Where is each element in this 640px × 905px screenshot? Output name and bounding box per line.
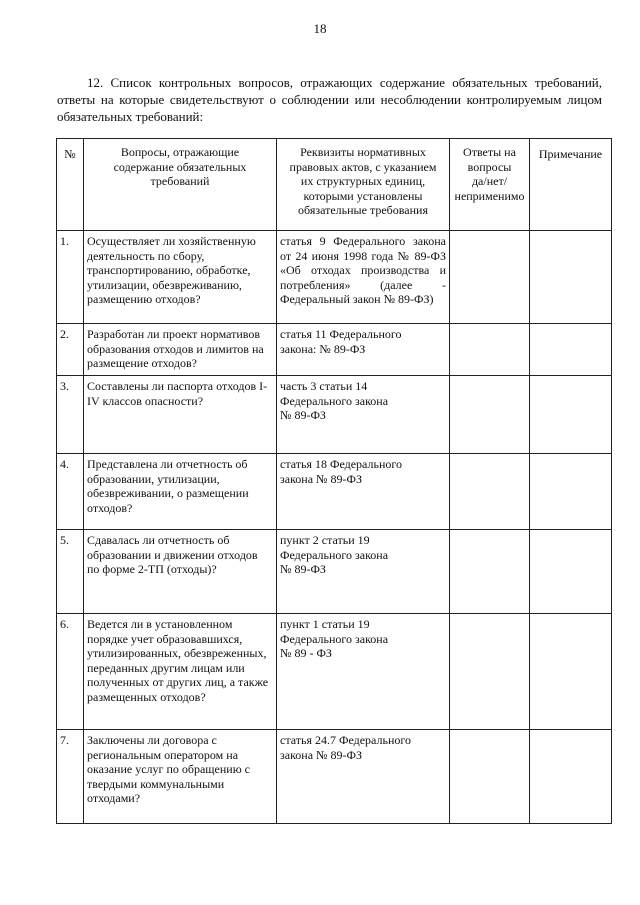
row-num: 1.	[57, 231, 84, 324]
row-answer-cell[interactable]	[450, 376, 530, 454]
row-reference: статья 18 Федерального закона № 89-ФЗ	[277, 454, 450, 530]
row-num: 2.	[57, 324, 84, 376]
header-answers: Ответы на вопросы да/нет/ неприменимо	[450, 139, 530, 231]
intro-paragraph: 12. Список контрольных вопросов, отражающих содержание обязательных требований, ответы на которые свидетельствуют о соблюдении или несоблюдении контролируемым лицом обязательных требований:	[57, 75, 602, 124]
row-reference: часть 3 статьи 14 Федерального закона № 89-ФЗ	[277, 376, 450, 454]
table-row	[57, 376, 612, 454]
row-reference: пункт 2 статьи 19 Федерального закона № 89-ФЗ	[277, 530, 450, 614]
row-note-cell[interactable]	[530, 324, 612, 376]
row-note-cell[interactable]	[530, 614, 612, 730]
table-row	[57, 454, 612, 530]
table-row	[57, 231, 612, 324]
row-question: Составлены ли паспорта отходов I-IV классов опасности?	[84, 376, 277, 454]
row-note-cell[interactable]	[530, 454, 612, 530]
row-num: 4.	[57, 454, 84, 530]
row-reference: статья 11 Федерального закона: № 89-ФЗ	[277, 324, 450, 376]
table-row	[57, 324, 612, 376]
row-note-cell[interactable]	[530, 231, 612, 324]
header-question: Вопросы, отражающие содержание обязательных требований	[84, 139, 277, 231]
header-reference: Реквизиты нормативных правовых актов, с указанием их структурных единиц, которыми установлены обязательные требования	[277, 139, 450, 231]
row-num: 6.	[57, 614, 84, 730]
row-note-cell[interactable]	[530, 530, 612, 614]
header-num: №	[57, 139, 84, 231]
row-question: Ведется ли в установленном порядке учет образовавшихся, утилизированных, обезвреженных, переданных другим лицам или полученных от других лиц, а также размещенных отходов?	[84, 614, 277, 730]
row-reference: статья 24.7 Федерального закона № 89-ФЗ	[277, 730, 450, 824]
row-note-cell[interactable]	[530, 730, 612, 824]
row-question: Осуществляет ли хозяйственную деятельность по сбору, транспортированию, обработке, утилизации, обезвреживанию, размещению отходов?	[84, 231, 277, 324]
table-row	[57, 614, 612, 730]
table-row	[57, 530, 612, 614]
row-question: Представлена ли отчетность об образовании, утилизации, обезвреживании, о размещении отходов?	[84, 454, 277, 530]
row-answer-cell[interactable]	[450, 614, 530, 730]
row-num: 5.	[57, 530, 84, 614]
row-question: Заключены ли договора с региональным оператором на оказание услуг по обращению с твердыми коммунальными отходами?	[84, 730, 277, 824]
row-answer-cell[interactable]	[450, 231, 530, 324]
table-row	[57, 730, 612, 824]
row-answer-cell[interactable]	[450, 530, 530, 614]
row-question: Сдавалась ли отчетность об образовании и движении отходов по форме 2-ТП (отходы)?	[84, 530, 277, 614]
row-num: 3.	[57, 376, 84, 454]
row-answer-cell[interactable]	[450, 324, 530, 376]
row-note-cell[interactable]	[530, 376, 612, 454]
header-note: Примечание	[530, 139, 612, 231]
checklist-table	[56, 138, 612, 824]
row-answer-cell[interactable]	[450, 730, 530, 824]
row-reference: пункт 1 статьи 19 Федерального закона № 89 - ФЗ	[277, 614, 450, 730]
page-number: 18	[313, 21, 327, 36]
table-header-row	[57, 139, 612, 231]
row-question: Разработан ли проект нормативов образования отходов и лимитов на размещение отходов?	[84, 324, 277, 376]
row-answer-cell[interactable]	[450, 454, 530, 530]
row-num: 7.	[57, 730, 84, 824]
row-reference: статья 9 Федерального закона от 24 июня 1998 года № 89-ФЗ «Об отходах производства и потребления» (далее - Федеральный закон № 89-ФЗ)	[277, 231, 450, 324]
